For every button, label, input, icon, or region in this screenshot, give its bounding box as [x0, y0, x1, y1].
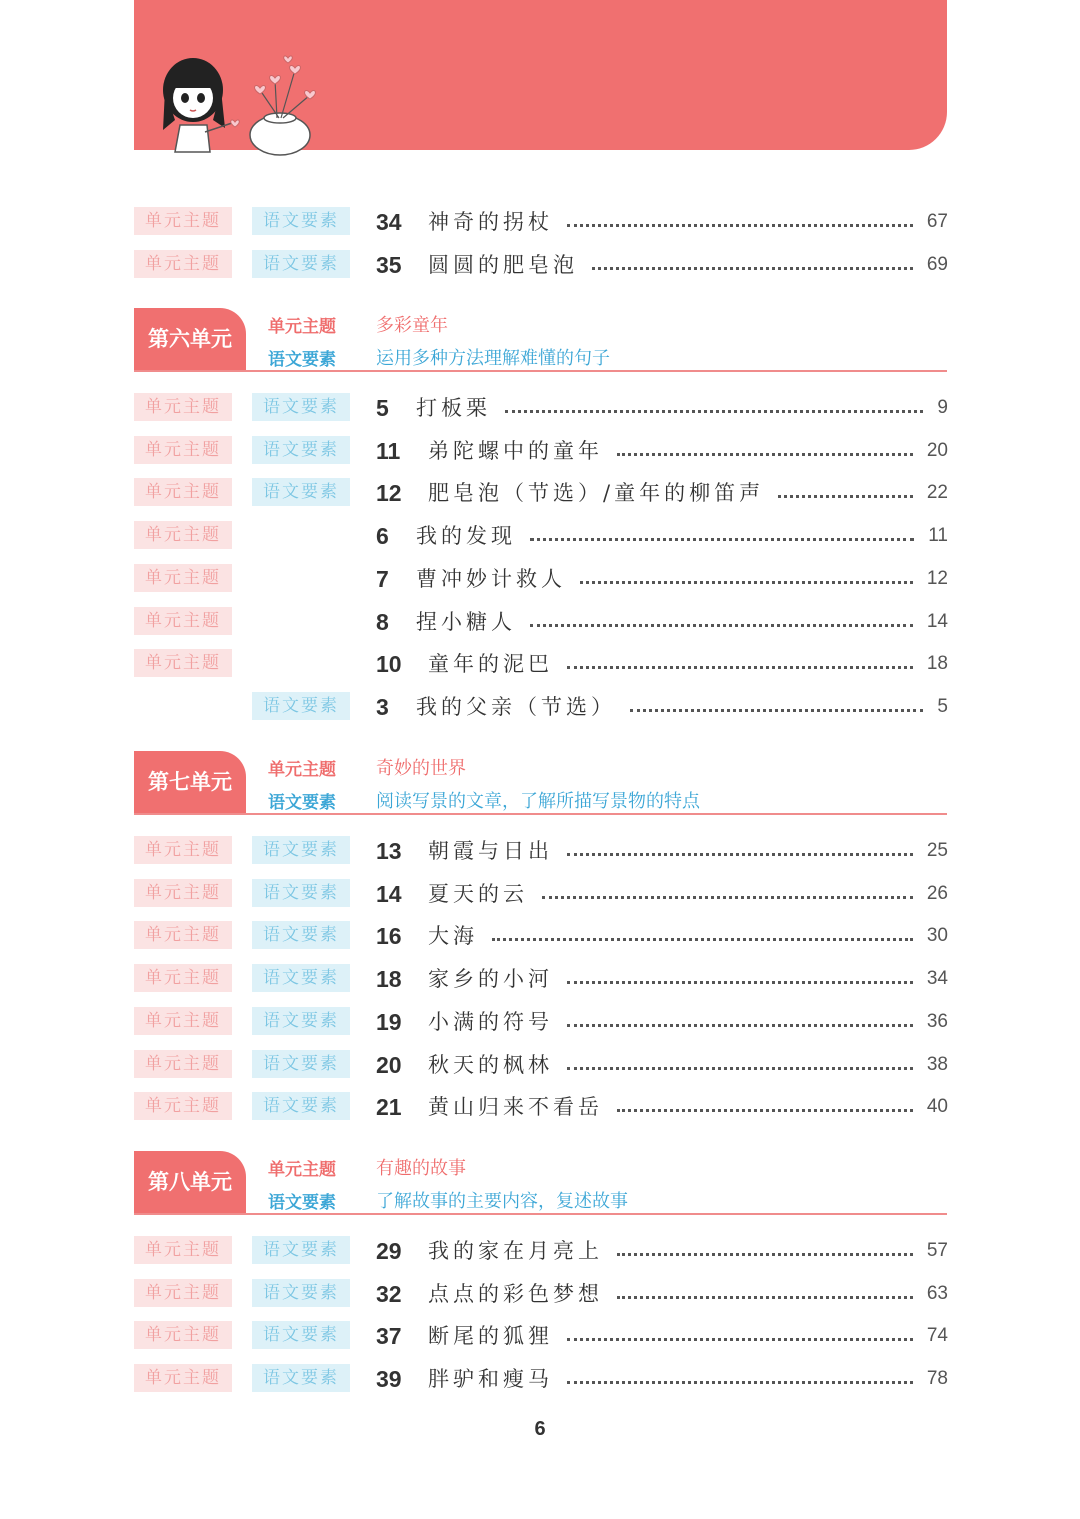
entry-page: 57	[926, 1240, 948, 1261]
theme-tag: 单元主题	[134, 1364, 232, 1392]
entry-number: 19	[376, 1008, 402, 1035]
page-number: 6	[534, 1418, 546, 1440]
entry-title: 肥皂泡（节选）/童年的柳笛声	[428, 481, 765, 506]
entry-number: 7	[376, 565, 389, 592]
element-tag: 语文要素	[252, 921, 350, 949]
theme-tag: 单元主题	[134, 564, 232, 592]
toc-entry[interactable]	[0, 877, 1080, 911]
element-tag: 语文要素	[252, 478, 350, 506]
unit-divider	[134, 813, 947, 815]
entry-number: 13	[376, 838, 402, 864]
toc-entry[interactable]	[0, 1090, 1080, 1124]
dot-leader	[567, 853, 913, 856]
entry-page: 25	[926, 840, 948, 861]
theme-tag: 单元主题	[134, 964, 232, 992]
entry-number: 18	[376, 966, 402, 993]
theme-tag: 单元主题	[134, 607, 232, 635]
dot-leader	[567, 1381, 913, 1384]
entry-title: 点点的彩色梦想	[428, 1281, 603, 1306]
entry-page: 36	[926, 1010, 948, 1032]
entry-number: 16	[376, 923, 402, 950]
entry-number: 14	[376, 880, 402, 907]
entry-page: 9	[937, 397, 948, 418]
entry-number: 21	[376, 1094, 402, 1121]
dot-leader	[542, 896, 913, 899]
theme-tag: 单元主题	[134, 393, 232, 421]
entry-title: 黄山归来不看岳	[428, 1095, 603, 1120]
element-tag: 语文要素	[252, 1050, 350, 1078]
entry-title: 家乡的小河	[428, 967, 553, 992]
element-tag: 语文要素	[252, 1236, 350, 1264]
toc-entry[interactable]	[0, 1048, 1080, 1082]
entry-page: 69	[926, 253, 948, 275]
entry-title: 神奇的拐杖	[428, 210, 553, 234]
entry-page: 5	[937, 695, 948, 717]
unit-element-value: 了解故事的主要内容，复述故事	[376, 1191, 628, 1212]
entry-page: 12	[926, 567, 948, 589]
girl-illustration	[155, 40, 325, 160]
theme-tag: 单元主题	[134, 649, 232, 677]
unit-theme-label: 单元主题	[268, 760, 336, 780]
unit-header	[0, 1151, 1080, 1215]
dot-leader	[580, 581, 913, 584]
theme-tag: 单元主题	[134, 478, 232, 506]
unit-theme-value: 多彩童年	[376, 315, 448, 336]
dot-leader	[617, 453, 913, 456]
entry-title: 夏天的云	[428, 881, 528, 906]
theme-tag: 单元主题	[134, 921, 232, 949]
entry-page: 20	[926, 439, 948, 461]
toc-entry[interactable]	[0, 647, 1080, 681]
entry-number: 29	[376, 1238, 402, 1264]
entry-page: 11	[928, 525, 948, 547]
dot-leader	[567, 1338, 913, 1341]
unit-header	[0, 308, 1080, 372]
element-tag: 语文要素	[252, 1007, 350, 1035]
theme-tag: 单元主题	[134, 207, 232, 235]
dot-leader	[567, 666, 913, 669]
entry-title: 秋天的枫林	[428, 1052, 553, 1077]
unit-divider	[134, 1213, 947, 1215]
element-tag: 语文要素	[252, 836, 350, 864]
toc-entry[interactable]	[0, 1319, 1080, 1353]
entry-title: 捏小糖人	[416, 609, 516, 634]
theme-tag: 单元主题	[134, 1236, 232, 1264]
entry-number: 34	[376, 209, 402, 235]
unit-element-label: 语文要素	[268, 793, 336, 813]
theme-tag: 单元主题	[134, 1279, 232, 1307]
dot-leader	[592, 267, 913, 270]
toc-entry[interactable]	[0, 519, 1080, 553]
dot-leader	[492, 938, 913, 941]
entry-title: 童年的泥巴	[428, 652, 553, 677]
toc-entry[interactable]	[0, 476, 1080, 510]
theme-tag: 单元主题	[134, 1050, 232, 1078]
entry-title: 胖驴和瘦马	[428, 1367, 553, 1392]
entry-number: 37	[376, 1323, 402, 1350]
entry-title: 我的父亲（节选）	[416, 694, 616, 719]
entry-page: 40	[926, 1096, 948, 1118]
entry-number: 10	[376, 651, 402, 678]
toc-entry[interactable]	[0, 391, 1080, 425]
entry-page: 18	[926, 653, 948, 675]
unit-theme-label: 单元主题	[268, 317, 336, 337]
dot-leader	[617, 1296, 913, 1299]
entry-title: 弟陀螺中的童年	[428, 438, 603, 463]
entry-number: 32	[376, 1280, 402, 1307]
toc-entry[interactable]	[0, 962, 1080, 996]
entry-page: 74	[926, 1325, 948, 1347]
unit-header	[0, 751, 1080, 815]
unit-element-label: 语文要素	[268, 350, 336, 370]
unit-divider	[134, 370, 947, 372]
toc-entry[interactable]	[0, 1005, 1080, 1039]
toc-entry[interactable]	[0, 834, 1080, 868]
theme-tag: 单元主题	[134, 521, 232, 549]
dot-leader	[567, 1024, 913, 1027]
theme-tag: 单元主题	[134, 250, 232, 278]
entry-number: 35	[376, 251, 402, 278]
dot-leader	[530, 624, 913, 627]
element-tag: 语文要素	[252, 436, 350, 464]
element-tag: 语文要素	[252, 1321, 350, 1349]
entry-title: 我的家在月亮上	[428, 1239, 603, 1263]
toc-entry[interactable]	[0, 919, 1080, 953]
unit-badge: 第七单元	[134, 751, 246, 813]
entry-page: 26	[926, 882, 948, 904]
toc-entry[interactable]	[0, 690, 1080, 724]
entry-title: 曹冲妙计救人	[416, 566, 566, 591]
element-tag: 语文要素	[252, 692, 350, 720]
theme-tag: 单元主题	[134, 1092, 232, 1120]
toc-entry[interactable]	[0, 1362, 1080, 1396]
dot-leader	[617, 1109, 913, 1112]
unit-theme-label: 单元主题	[268, 1160, 336, 1180]
dot-leader	[617, 1253, 913, 1256]
dot-leader	[778, 495, 913, 498]
entry-page: 30	[926, 925, 948, 947]
element-tag: 语文要素	[252, 250, 350, 278]
entry-page: 78	[926, 1368, 948, 1390]
unit-theme-value: 奇妙的世界	[376, 758, 466, 779]
dot-leader	[505, 410, 923, 413]
toc-entry[interactable]	[0, 1277, 1080, 1311]
entry-title: 打板栗	[416, 396, 491, 420]
theme-tag: 单元主题	[134, 1321, 232, 1349]
unit-element-value: 阅读写景的文章，了解所描写景物的特点	[376, 791, 700, 812]
toc-entry[interactable]	[0, 248, 1080, 282]
unit-badge: 第六单元	[134, 308, 246, 370]
entry-page: 63	[926, 1282, 948, 1304]
toc-entry[interactable]	[0, 205, 1080, 239]
unit-badge: 第八单元	[134, 1151, 246, 1213]
entry-page: 38	[926, 1053, 948, 1075]
entry-page: 22	[926, 482, 948, 504]
theme-tag: 单元主题	[134, 836, 232, 864]
element-tag: 语文要素	[252, 393, 350, 421]
entry-number: 12	[376, 480, 402, 507]
entry-page: 14	[926, 610, 948, 632]
unit-element-value: 运用多种方法理解难懂的句子	[376, 348, 610, 369]
dot-leader	[567, 1067, 913, 1070]
entry-number: 11	[376, 437, 401, 464]
theme-tag: 单元主题	[134, 879, 232, 907]
element-tag: 语文要素	[252, 964, 350, 992]
entry-number: 6	[376, 523, 389, 550]
unit-theme-value: 有趣的故事	[376, 1158, 466, 1179]
unit-element-label: 语文要素	[268, 1193, 336, 1213]
toc-entry[interactable]	[0, 562, 1080, 596]
element-tag: 语文要素	[252, 1092, 350, 1120]
entry-title: 断尾的狐狸	[428, 1324, 553, 1349]
element-tag: 语文要素	[252, 1364, 350, 1392]
theme-tag: 单元主题	[134, 1007, 232, 1035]
element-tag: 语文要素	[252, 1279, 350, 1307]
toc-entry[interactable]	[0, 605, 1080, 639]
element-tag: 语文要素	[252, 207, 350, 235]
entry-page: 67	[926, 211, 948, 232]
dot-leader	[567, 224, 913, 227]
entry-number: 8	[376, 608, 389, 635]
dot-leader	[567, 981, 913, 984]
entry-title: 大海	[428, 924, 478, 949]
entry-title: 小满的符号	[428, 1009, 553, 1034]
theme-tag: 单元主题	[134, 436, 232, 464]
entry-title: 我的发现	[416, 524, 516, 549]
dot-leader	[630, 709, 923, 712]
toc-entry[interactable]	[0, 1234, 1080, 1268]
entry-number: 5	[376, 395, 389, 421]
entry-page: 34	[926, 968, 948, 990]
entry-number: 39	[376, 1366, 402, 1393]
entry-number: 3	[376, 693, 389, 720]
toc-entry[interactable]	[0, 434, 1080, 468]
entry-title: 朝霞与日出	[428, 839, 553, 863]
element-tag: 语文要素	[252, 879, 350, 907]
entry-number: 20	[376, 1051, 402, 1078]
entry-title: 圆圆的肥皂泡	[428, 252, 578, 277]
dot-leader	[530, 538, 914, 541]
